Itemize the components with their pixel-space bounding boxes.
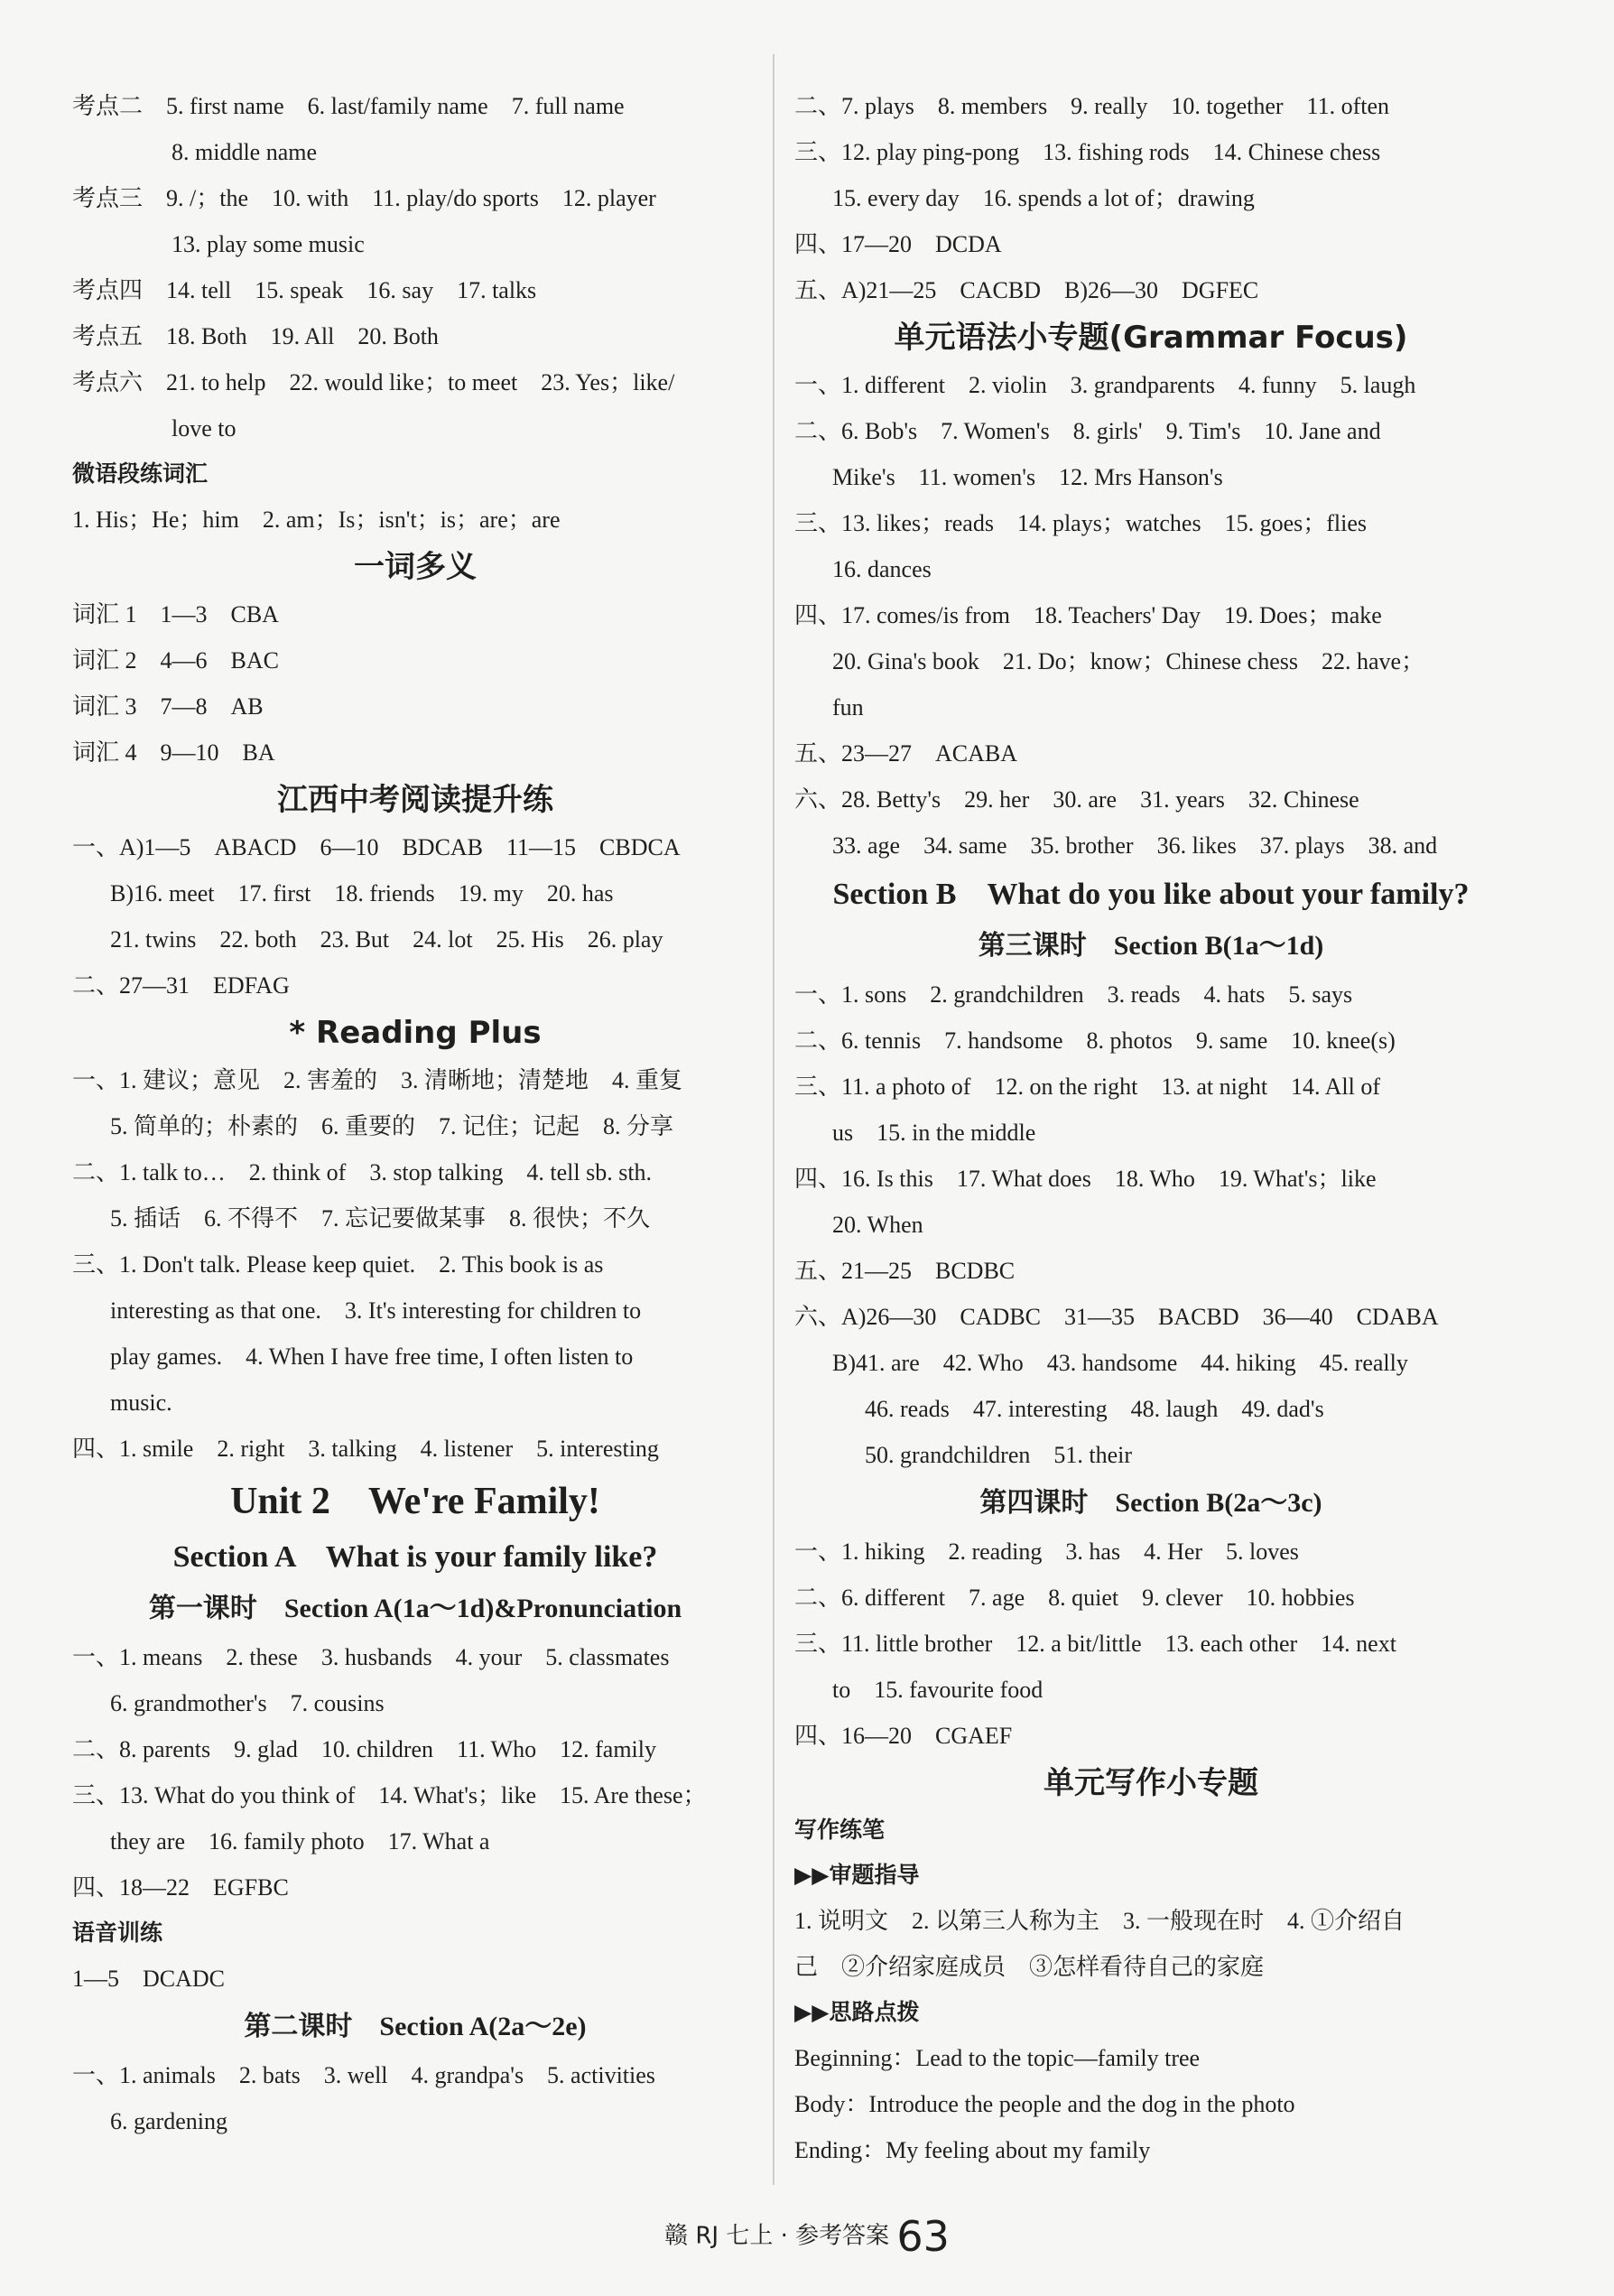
answer-line: 三、11. little brother 12. a bit/little 13. each other 14. next — [794, 1631, 1396, 1657]
answer-line: 二、27—31 EDFAG — [72, 972, 290, 999]
answer-line: 四、18—22 EGFBC — [72, 1874, 289, 1901]
answer-line: 考点二 5. first name 6. last/family name 7. full name — [72, 93, 625, 119]
answer-line: 考点六 21. to help 22. would like；to meet 23. Yes；like/ — [72, 369, 675, 395]
answer-line: 1. 说明文 2. 以第三人称为主 3. 一般现在时 4. ①介绍自 — [794, 1908, 1405, 1934]
answer-line: 考点五 18. Both 19. All 20. Both — [72, 323, 439, 349]
answer-line: 三、1. Don't talk. Please keep quiet. 2. This book is as — [72, 1251, 604, 1278]
answer-line: 词汇 4 9—10 BA — [72, 739, 275, 766]
answer-line: 词汇 3 7—8 AB — [72, 693, 264, 720]
answer-line: 三、12. play ping-pong 13. fishing rods 14. Chinese chess — [794, 139, 1381, 165]
answer-line-continued: 13. play some music — [172, 231, 365, 257]
answer-line: 四、17. comes/is from 18. Teachers' Day 19. Does；make — [794, 602, 1382, 628]
answer-line: Beginning：Lead to the topic—family tree — [794, 2045, 1201, 2071]
answer-line-continued: they are 16. family photo 17. What a — [110, 1828, 490, 1854]
answer-line: 四、17—20 DCDA — [794, 231, 1002, 257]
answer-line: 词汇 2 4—6 BAC — [72, 647, 279, 674]
section-heading: * Reading Plus — [289, 1015, 542, 1051]
answer-line: 己 ②介绍家庭成员 ③怎样看待自己的家庭 — [794, 1954, 1265, 1980]
answer-line-continued: 50. grandchildren 51. their — [865, 1442, 1133, 1468]
answer-line: 一、1. hiking 2. reading 3. has 4. Her 5. loves — [794, 1538, 1299, 1565]
page-number: 63 — [896, 2212, 950, 2261]
answer-line: 二、6. Bob's 7. Women's 8. girls' 9. Tim's 10. Jane and — [794, 418, 1381, 444]
answer-line-continued: interesting as that one. 3. It's interesting for children to — [110, 1297, 642, 1324]
answer-line-continued: 8. middle name — [172, 139, 318, 165]
answer-line-continued: 6. gardening — [110, 2108, 227, 2134]
section-title: Section A What is your family like? — [172, 1540, 658, 1574]
answer-line-continued: 6. grandmother's 7. cousins — [110, 1690, 385, 1716]
subheading: 语音训练 — [72, 1920, 163, 1946]
answer-line: 四、1. smile 2. right 3. talking 4. listener 5. interesting — [72, 1436, 659, 1462]
answer-line-continued: B)16. meet 17. first 18. friends 19. my 20. has — [110, 880, 614, 906]
section-heading: 单元写作小专题 — [1044, 1765, 1258, 1801]
lesson-title: 第四课时 Section B(2a～3c) — [979, 1488, 1322, 1518]
answer-line: Ending：My feeling about my family — [794, 2137, 1151, 2163]
answer-line: 一、1. means 2. these 3. husbands 4. your 5. classmates — [72, 1644, 670, 1670]
answer-line: 二、1. talk to… 2. think of 3. stop talking 4. tell sb. sth. — [72, 1159, 653, 1185]
answer-line-continued: 46. reads 47. interesting 48. laugh 49. dad's — [865, 1396, 1324, 1422]
answer-line: 四、16—20 CGAEF — [794, 1723, 1013, 1749]
answer-line-continued: play games. 4. When I have free time, I often listen to — [110, 1343, 634, 1370]
unit-title: Unit 2 We're Family! — [230, 1481, 600, 1522]
answer-line: 四、16. Is this 17. What does 18. Who 19. What's；like — [794, 1166, 1377, 1192]
answer-line-continued: B)41. are 42. Who 43. handsome 44. hiking 45. really — [832, 1350, 1408, 1376]
answer-line: 三、13. What do you think of 14. What's；like 15. Are these； — [72, 1782, 707, 1808]
answer-line-continued: 16. dances — [832, 556, 932, 582]
section-heading: 江西中考阅读提升练 — [277, 782, 553, 818]
answer-line: 1. His；He；him 2. am；Is；isn't；is；are；are — [72, 507, 561, 533]
answer-line: 三、11. a photo of 12. on the right 13. at night 14. All of — [794, 1074, 1380, 1100]
lesson-title: 第二课时 Section A(2a～2e) — [244, 2012, 587, 2041]
answer-line: 二、7. plays 8. members 9. really 10. together 11. often — [794, 93, 1390, 119]
section-heading: 单元语法小专题(Grammar Focus) — [894, 320, 1408, 356]
answer-line-continued: 5. 插话 6. 不得不 7. 忘记要做某事 8. 很快；不久 — [110, 1205, 651, 1232]
answer-line-continued: 20. Gina's book 21. Do；know；Chinese chess 22. have； — [832, 648, 1425, 674]
guide-heading: ▶▶思路点拨 — [794, 1999, 920, 2025]
footer-label: 赣 RJ 七上 · 参考答案 — [664, 2222, 890, 2250]
answer-line-continued: us 15. in the middle — [832, 1120, 1036, 1146]
answer-line: 考点四 14. tell 15. speak 16. say 17. talks — [72, 277, 537, 303]
answer-line-continued: 5. 简单的；朴素的 6. 重要的 7. 记住；记起 8. 分享 — [110, 1113, 674, 1139]
answer-line: 三、13. likes；reads 14. plays；watches 15. goes；flies — [794, 510, 1368, 536]
answer-line: 六、28. Betty's 29. her 30. are 31. years 32. Chinese — [794, 786, 1359, 813]
answer-line-continued: 20. When — [832, 1212, 923, 1238]
answer-line: 五、23—27 ACABA — [794, 740, 1018, 767]
right-column — [794, 83, 1507, 2173]
section-heading: 一词多义 — [354, 549, 477, 585]
answer-line: 二、8. parents 9. glad 10. children 11. Who 12. family — [72, 1736, 657, 1762]
answer-line: 1—5 DCADC — [72, 1966, 226, 1992]
answer-line-continued: 33. age 34. same 35. brother 36. likes 37. plays 38. and — [832, 832, 1438, 859]
page-footer — [0, 2212, 1614, 2261]
answer-line: Body：Introduce the people and the dog in the photo — [794, 2091, 1295, 2117]
answer-line: 一、A)1—5 ABACD 6—10 BDCAB 11—15 CBDCA — [72, 834, 681, 860]
answer-line-continued: 21. twins 22. both 23. But 24. lot 25. His 26. play — [110, 926, 663, 953]
answer-line: 考点三 9. /；the 10. with 11. play/do sports 12. player — [72, 185, 656, 211]
answer-line-continued: to 15. favourite food — [832, 1677, 1044, 1703]
answer-line: 一、1. 建议；意见 2. 害羞的 3. 清晰地；清楚地 4. 重复 — [72, 1067, 683, 1093]
column-divider — [773, 54, 775, 2185]
answer-line-continued: Mike's 11. women's 12. Mrs Hanson's — [832, 464, 1223, 490]
answer-line-continued: 15. every day 16. spends a lot of；drawing — [832, 185, 1255, 211]
section-title: Section B What do you like about your family? — [832, 878, 1470, 911]
answer-line: 二、6. different 7. age 8. quiet 9. clever 10. hobbies — [794, 1585, 1355, 1611]
subheading: 写作练笔 — [794, 1817, 886, 1843]
answer-line-continued: music. — [110, 1390, 172, 1416]
answer-line: 一、1. different 2. violin 3. grandparents 4. funny 5. laugh — [794, 372, 1416, 398]
answer-line: 一、1. sons 2. grandchildren 3. reads 4. hats 5. says — [794, 981, 1353, 1008]
answer-line: 五、A)21—25 CACBD B)26—30 DGFEC — [794, 277, 1259, 303]
answer-line: 二、6. tennis 7. handsome 8. photos 9. same 10. knee(s) — [794, 1027, 1396, 1054]
answer-line: 五、21—25 BCDBC — [794, 1258, 1016, 1284]
guide-heading: ▶▶审题指导 — [794, 1862, 920, 1888]
answer-line-continued: love to — [172, 415, 237, 442]
left-column — [72, 83, 758, 2144]
answer-line: 一、1. animals 2. bats 3. well 4. grandpa's 5. activities — [72, 2062, 655, 2088]
answer-line-continued: fun — [832, 694, 864, 720]
subheading: 微语段练词汇 — [72, 460, 209, 487]
lesson-title: 第一课时 Section A(1a～1d)&Pronunciation — [148, 1594, 682, 1623]
lesson-title: 第三课时 Section B(1a～1d) — [978, 931, 1324, 961]
answer-line: 六、A)26—30 CADBC 31—35 BACBD 36—40 CDABA — [794, 1304, 1439, 1330]
answer-line: 词汇 1 1—3 CBA — [72, 601, 279, 627]
